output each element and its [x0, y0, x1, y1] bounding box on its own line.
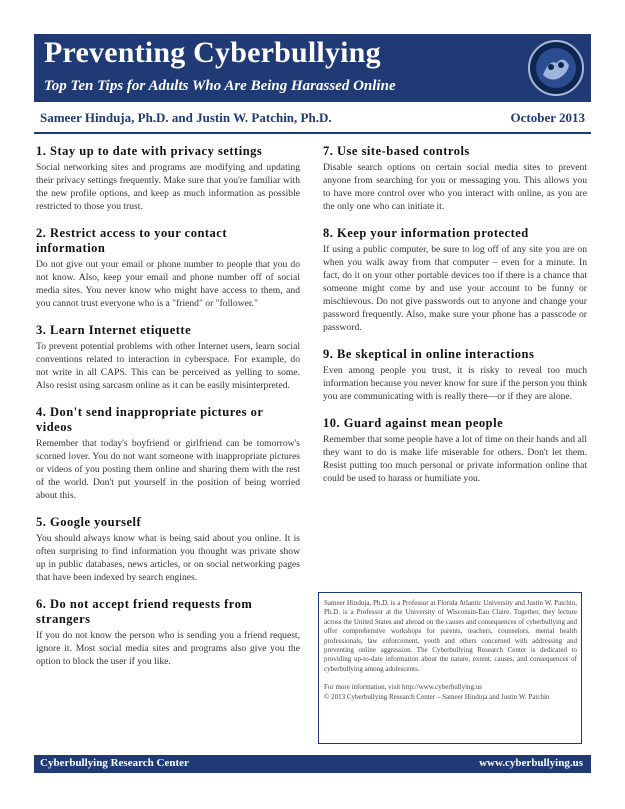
tip-8 — [323, 226, 587, 334]
tip-body: If using a public computer, be sure to log off of any site you are on when you walk away from that computer – even for a minute. In fact, do it on your other portable devices too if there is a chance that someone might come by and use your account to be funny or mischievous. Do not give passwords out to anyone and change your password frequently. Also, make sure your phone has a passcode or password. — [323, 244, 587, 333]
left-column — [36, 144, 300, 681]
tip-2 — [36, 226, 300, 310]
tip-body: Remember that today's boyfriend or girlfriend can be tomorrow's scorned lover. You do not want someone with inappropriate pictures or videos of you posting them online and sharing them with the rest of the world. Don't put yourself in the position of being worried about this. — [36, 438, 300, 501]
tip-heading: 7. Use site-based controls — [323, 144, 470, 158]
tip-9 — [323, 347, 587, 403]
header-divider — [34, 132, 591, 134]
tip-body: You should always know what is being said about you online. It is often surprising to find information you thought was private show up in public databases, news articles, or on social networking pages that have been indexed by search engines. — [36, 533, 300, 583]
page-subtitle: Top Ten Tips for Adults Who Are Being Harassed Online — [44, 78, 396, 94]
tip-heading: 3. Learn Internet etiquette — [36, 323, 192, 337]
tip-body: Disable search options on certain social media sites to prevent anyone from searching for you or messaging you. This allows you to have more control over who you interact with online, as you are the only one who can initiate it. — [323, 162, 587, 212]
tip-heading: 10. Guard against mean people — [323, 416, 504, 430]
tip-10 — [323, 416, 587, 485]
tip-body: Do not give out your email or phone number to people that you do not know. Also, keep your email and phone number off of social media sites. You never know who might have access to them, and you cannot trust everyone who is a "friend" or "follower." — [36, 259, 300, 309]
tip-3 — [36, 323, 300, 392]
tip-1 — [36, 144, 300, 213]
footer-org-name: Cyberbullying Research Center — [40, 757, 189, 769]
tip-body: If you do not know the person who is sending you a friend request, ignore it. Most social media sites and programs also give you the option to block the user if you like. — [36, 630, 300, 667]
tip-body: Even among people you trust, it is risky to reveal too much information because you never know for sure if the person you think you are communicating with is really there—or if they are alone. — [323, 365, 587, 402]
tip-heading: 8. Keep your information protected — [323, 226, 529, 240]
header-banner — [34, 34, 591, 102]
tip-6 — [36, 597, 300, 668]
tip-4 — [36, 405, 300, 502]
more-info-link[interactable]: For more information, visit http://www.cyberbullying.us — [324, 683, 483, 692]
bio-text: Sameer Hinduja, Ph.D. is a Professor at Florida Atlantic University and Justin W. Patchin, Ph.D. is a Professor at the University of Wisconsin-Eau Claire. Together, they lecture across the United States and abroad on the causes and consequences of cyberbullying and offer comprehensive workshops for parents, teachers, counselors, mental health professionals, law enforcement, youth and others concerned with addressing and preventing online aggression. The Cyberbullying Research Center is dedicated to providing up-to-date information about the nature, extent, causes, and consequences of cyberbullying among adolescents. — [324, 599, 577, 673]
tip-body: Social networking sites and programs are modifying and updating their privacy settings frequently. Make sure that you're familiar with the new profile options, and keep as much information as possible restricted to those you trust. — [36, 162, 300, 212]
tip-heading: 6. Do not accept friend requests from strangers — [36, 597, 253, 626]
publication-date: October 2013 — [510, 110, 585, 125]
right-column — [323, 144, 587, 498]
tip-heading: 2. Restrict access to your contact information — [36, 226, 228, 255]
authors: Sameer Hinduja, Ph.D. and Justin W. Patchin, Ph.D. — [40, 110, 332, 125]
tip-5 — [36, 515, 300, 584]
tip-heading: 1. Stay up to date with privacy settings — [36, 144, 263, 158]
tip-heading: 9. Be skeptical in online interactions — [323, 347, 535, 361]
footer-bar — [34, 755, 591, 773]
tip-body: Remember that some people have a lot of time on their hands and all they want to do is make life miserable for others. Don't let them. Resist putting too much personal or private information online that could be used to harass or humiliate you. — [323, 434, 588, 484]
author-bio-box — [318, 592, 582, 744]
copyright-text: © 2013 Cyberbullying Research Center – Sameer Hinduja and Justin W. Patchin — [324, 692, 550, 701]
tip-7 — [323, 144, 587, 213]
tip-heading: 5. Google yourself — [36, 515, 142, 529]
tip-body: To prevent potential problems with other Internet users, learn social conventions related to interaction in cyberspace. For example, do not write in all CAPS. This can be perceived as yelling to some. Also resist using sarcasm online as it can be easily misinterpreted. — [36, 341, 300, 391]
tip-heading: 4. Don't send inappropriate pictures or videos — [36, 405, 264, 434]
cyberbullying-logo-icon — [527, 39, 585, 97]
footer-website-link[interactable]: www.cyberbullying.us — [479, 757, 583, 769]
page-title: Preventing Cyberbullying — [44, 36, 381, 69]
